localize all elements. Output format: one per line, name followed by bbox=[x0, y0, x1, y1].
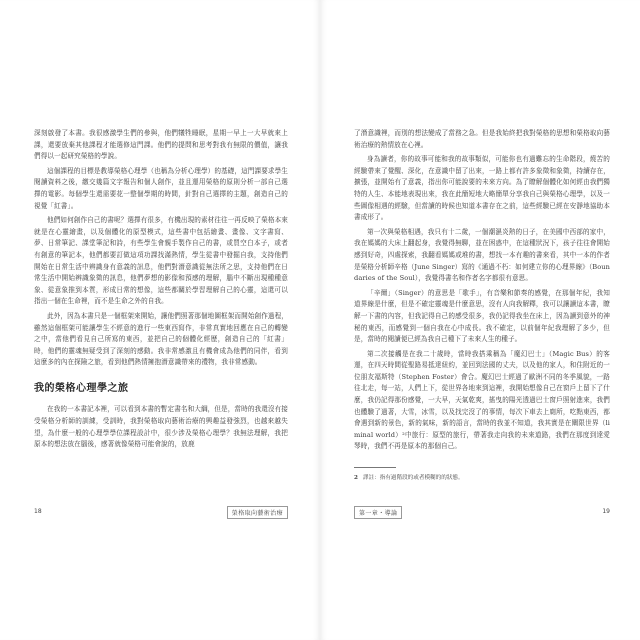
right-paragraph-2: 身為讀者，你的故事可能和我的故事類似，可能你也有過難忘的生命階段，燒苦的經驗帶來了覺醒、深化，在意識中留了出來，一路上都有許多象徵和象徵，持續存在，擴張，並開始有了意義，指出你可能說要的未來方向。為了瞭解個體化如何經由我們獨特的人生、本能地表現出來，我在此簡短地大略簡單分享我自己與榮格心理學，以及一些圖像相遇的經驗，但當讀的時候也知道本書存在之前，這些經驗已經在安靜地協助本書成形了。 bbox=[354, 155, 610, 222]
right-paragraph-4: 「辛爾」（Singer）的意思是「歌手」，有音樂和節奏的感覺，在那個年紀，我知道界線是什麼，但是不確定靈魂是什麼意思，沒有人向我解釋，我可以讓讀這本書，瞭解一下書的內容，但我記得自己的感受很多，我仍記得我坐在床上，因為讀到意外的神秘的東西，而感覺到一個自我在心中成長。我不確定，以前個年紀我理解了多少，但是，當時的閱讀便已經為我自己種下了未來人生的種子。 bbox=[354, 288, 610, 344]
left-paragraph-1: 深刻啟發了本書。我很感激學生們的參與，他們犧牲睡眠，星期一早上一大早就來上課，還要放棄其他課程才能選修這門課。他們的提問和思考對我有無限的價值，讓我們得以一起研究榮格的學說。 bbox=[34, 129, 288, 161]
footnote-text: 譯註：指有過階段的或者模糊的的狀態。 bbox=[362, 475, 464, 481]
footnote-mark: 2 bbox=[354, 475, 358, 481]
right-paragraph-3: 第一次與榮格相遇，我只有十二歲，一個潮濕炎熱的日子，在美國中西部的家中，我在媽媽的大床上翻起身，我覺得無聊，並在困惑中，在這種狀況下，孩子往往會開始感到好奇，四處探索，我翻看媽媽或堆的書，想找一本有趣的書來看，其中一本的作者是榮格分析師辛格（June Singer）寫的《通過不朽：如何建立你的心理界線》（Boundaries of the Soul），我覺得書名和作者名字都很有意思。 bbox=[354, 227, 610, 283]
page-number-left: 18 bbox=[34, 508, 42, 515]
running-head-chapter: 第一章・導論 bbox=[354, 506, 402, 519]
section-heading: 我的榮格心理學之旅 bbox=[34, 382, 129, 394]
left-body-text bbox=[34, 128, 288, 454]
right-page bbox=[320, 0, 640, 640]
footnote-divider bbox=[354, 467, 396, 468]
page-number-right: 19 bbox=[602, 508, 610, 515]
left-paragraph-4: 此外，因為本書只是一個框架來開始，讓他們照著那個地圖框架而開始創作過程，雖然這個框架可能讓學生不經意的進行一些東西寫作，非常真實地回應在自己的轉變之中，當他們看見自己所寫的東西，並把自己的個體化經歷，創造自己的「紅書」時，他們的靈魂無疑受到了深刻的感動。我非常感激且有機會成為他們的同伴，看到這麼多的內在探險之旅，看到他們熱情擁抱潛意識帶來的禮物，我非常感動。 bbox=[34, 311, 288, 367]
right-body-text bbox=[354, 128, 610, 456]
left-paragraph-5: 在我的一本書記本裡，可以看到本書的暫定書名和大綱，但是，當時的我還沒有接受榮格分析師的訓練，受訓時，我對榮格取向藝術治療的興趣益發強烈，也越來越失望，為什麼一般的心理學學位課程設計中，很少涉及榮格心理學？我無法理解，我把原本的想法放在腦後，感著就像榮格可能會說的，放鹿 bbox=[34, 405, 288, 449]
left-paragraph-3: 他們如何創作自己的書呢？選擇有很多，有機出現的素材往往一再反映了榮格本來就是在心靈繪畫，以及個體化的原型模式，這些書中包括繪畫、畫像、文字書寫、夢、日常筆記、課堂筆記和詩，有些學生會親手製作自己的書，或買空白本子，或者有創意的筆記本，他們都要訂做這項功課找滿熱情，學生從書中發掘自我，支持他們開始在日常生活中辨識身有意義的訊息，他們對潛意識從無法所之思，支持他們在日常生活中開始辨識象徵的訊息，他們夢想的影像和預感的理解，腦中不斷出現種種意象、從意象推到本質，形成日常的想像，這些都關於學習理解自己的心靈，這還可以指出一個在生命裡，而不是生命之外的自我。 bbox=[34, 216, 288, 306]
right-paragraph-5: 第二次接觸是在我二十歲時，當時我搭乘稱為「魔幻巴士」（Magic Bus）的客運，在四天時間從聖路易抵達紐約，並回到法國的丈夫，以及他的家人，和住附近的一位朋友福斯特（Stephen Foster）會合。魔幻巴士經過了歐洲不同的冬季風貌，一路往北走，每一站，人們上下，從世界各地來到這裡，我開始想像自己在窗戶上留下了什麼，我仍記得那份感覺，一大早，天氣乾爽，搖曳的陽光透過巴士窗戶照射進來，我們也體驗了過著，大雪，冰雪，以及找完沒了的事情，每次下車去上廁所，吃點東西，都會遇到新的景色，新的氣味，新的語言，當時的我並不知道，我其實是在闡限世界（liminal world）²中旅行：原型的旅行，帶著我走向我的未來道路，我們在那度到達愛琴時，我們不再是原本的那個自己。 bbox=[354, 349, 610, 451]
right-paragraph-1: 了潛意識裡，而別的想法變成了當務之急。但是我始終把我對榮格的思想和榮格取向藝術治療的熱情放在心裡。 bbox=[354, 129, 610, 149]
left-paragraph-2: 這個課程的目標是教導榮格心理學（也稱為分析心理學）的基礎，這門課要求學生閱讀資料之後，繳交幾篇文字報告和個人創作，並且運用榮格的原則分析一部自己選擇的電影。每個學生還需要花一整個學期的時間，針對自己選擇的主題，創造自己的視覺「紅書」。 bbox=[34, 166, 288, 210]
running-head-book-title: 榮格取向藝術治療 bbox=[227, 506, 288, 519]
footnote bbox=[354, 474, 610, 482]
